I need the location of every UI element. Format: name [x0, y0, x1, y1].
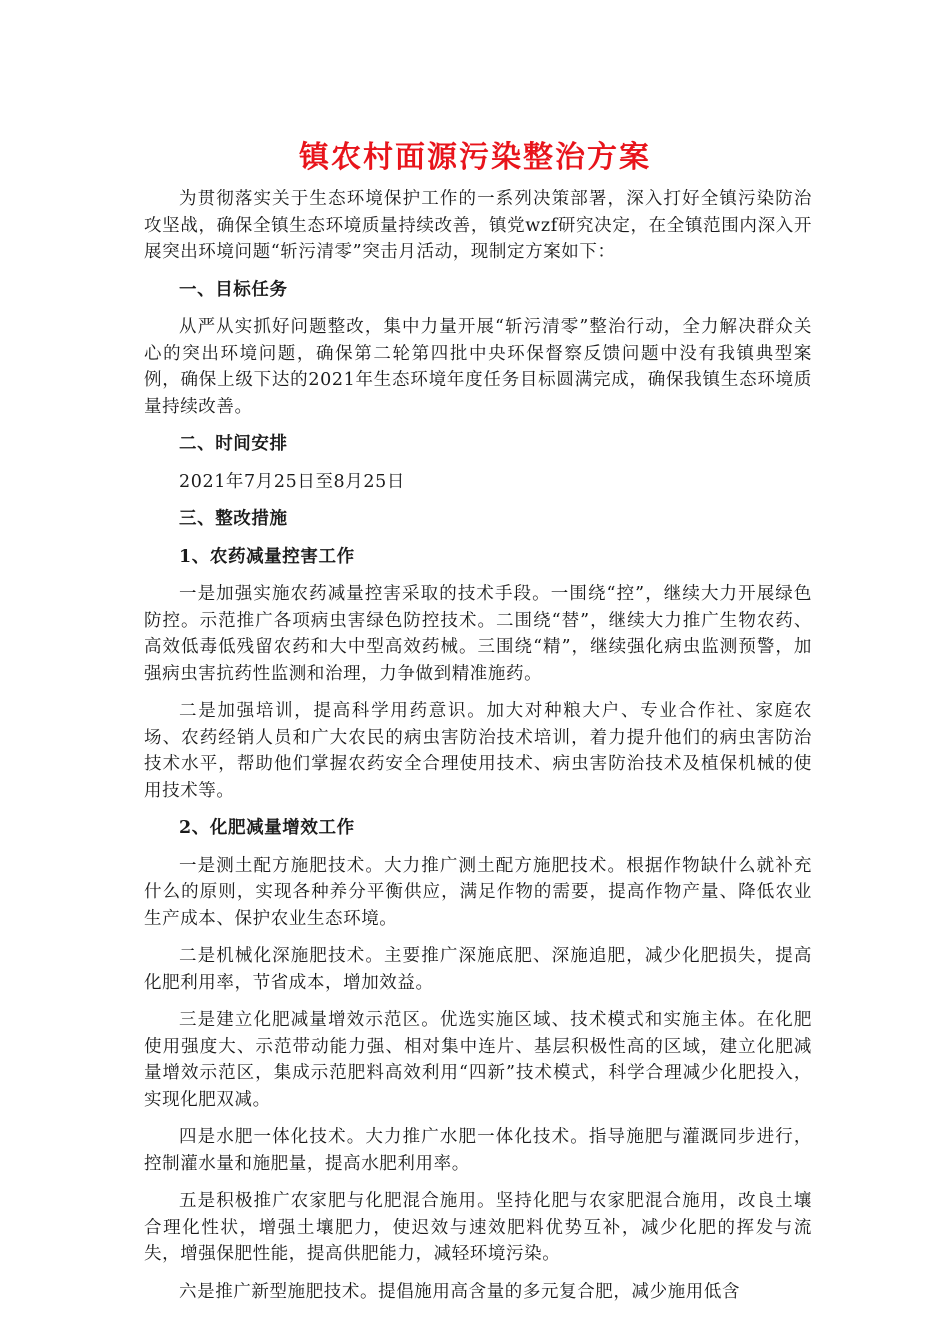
fertilizer-paragraph-3: 三是建立化肥减量增效示范区。优选实施区域、技术模式和实施主体。在化肥使用强度大、示范带动能力强、相对集中连片、基层积极性高的区域，建立化肥减量增效示范区，集成示范肥料高效利用“四新”技术模式，科学合理减少化肥投入，实现化肥双减。 — [144, 1010, 812, 1110]
document-title: 镇农村面源污染整治方案 — [299, 140, 651, 175]
fertilizer-paragraph-4: 四是水肥一体化技术。大力推广水肥一体化技术。指导施肥与灌溉同步进行，控制灌水量和施肥量，提高水肥利用率。 — [144, 1127, 812, 1174]
fertilizer-paragraph-2: 二是机械化深施肥技术。主要推广深施底肥、深施追肥，减少化肥损失，提高化肥利用率，节省成本，增加效益。 — [144, 946, 812, 993]
pesticide-paragraph-2: 二是加强培训，提高科学用药意识。加大对种粮大户、专业合作社、家庭农场、农药经销人员和广大农民的病虫害防治技术培训，着力提升他们的病虫害防治技术水平，帮助他们掌握农药安全合理使用技术、病虫害防治技术及植保机械的使用技术等。 — [144, 701, 812, 801]
fertilizer-paragraph-1: 一是测土配方施肥技术。大力推广测土配方施肥技术。根据作物缺什么就补充什么的原则，实现各种养分平衡供应，满足作物的需要，提高作物产量、降低农业生产成本、保护农业生态环境。 — [144, 855, 812, 929]
pesticide-paragraph-1: 一是加强实施农药减量控害采取的技术手段。一围绕“控”，继续大力开展绿色防控。示范推广各项病虫害绿色防控技术。二围绕“替”，继续大力推广生物农药、高效低毒低残留农药和大中型高效药械。三围绕“精”，继续强化病虫监测预警，加强病虫害抗药性监测和治理，力争做到精准施药。 — [144, 584, 812, 684]
section-heading-schedule: 二、时间安排 — [179, 434, 288, 454]
section-heading-goals: 一、目标任务 — [179, 279, 288, 300]
document-body — [144, 186, 812, 1316]
goals-paragraph: 从严从实抓好问题整改，集中力量开展“斩污清零”整治行动，全力解决群众关心的突出环境问题，确保第二轮第四批中央环保督察反馈问题中没有我镇典型案例，确保上级下达的2021年生态环境年度任务目标圆满完成，确保我镇生态环境质量持续改善。 — [144, 317, 812, 417]
intro-paragraph: 为贯彻落实关于生态环境保护工作的一系列决策部署，深入打好全镇污染防治攻坚战，确保全镇生态环境质量持续改善，镇党wzf研究决定，在全镇范围内深入开展突出环境问题“斩污清零”突击月活动，现制定方案如下： — [144, 189, 812, 262]
section-heading-measures: 三、整改措施 — [179, 509, 288, 529]
subheading-pesticide: 1、农药减量控害工作 — [179, 546, 355, 567]
fertilizer-paragraph-5: 五是积极推广农家肥与化肥混合施用。坚持化肥与农家肥混合施用，改良土壤合理化性状，增强土壤肥力，使迟效与速效肥料优势互补，减少化肥的挥发与流失，增强保肥性能，提高供肥能力，减轻环境污染。 — [144, 1191, 812, 1264]
fertilizer-paragraph-6: 六是推广新型施肥技术。提倡施用高含量的多元复合肥，减少施用低含 — [179, 1281, 741, 1302]
schedule-paragraph: 2021年7月25日至8月25日 — [179, 471, 405, 492]
subheading-fertilizer: 2、化肥减量增效工作 — [179, 818, 355, 838]
